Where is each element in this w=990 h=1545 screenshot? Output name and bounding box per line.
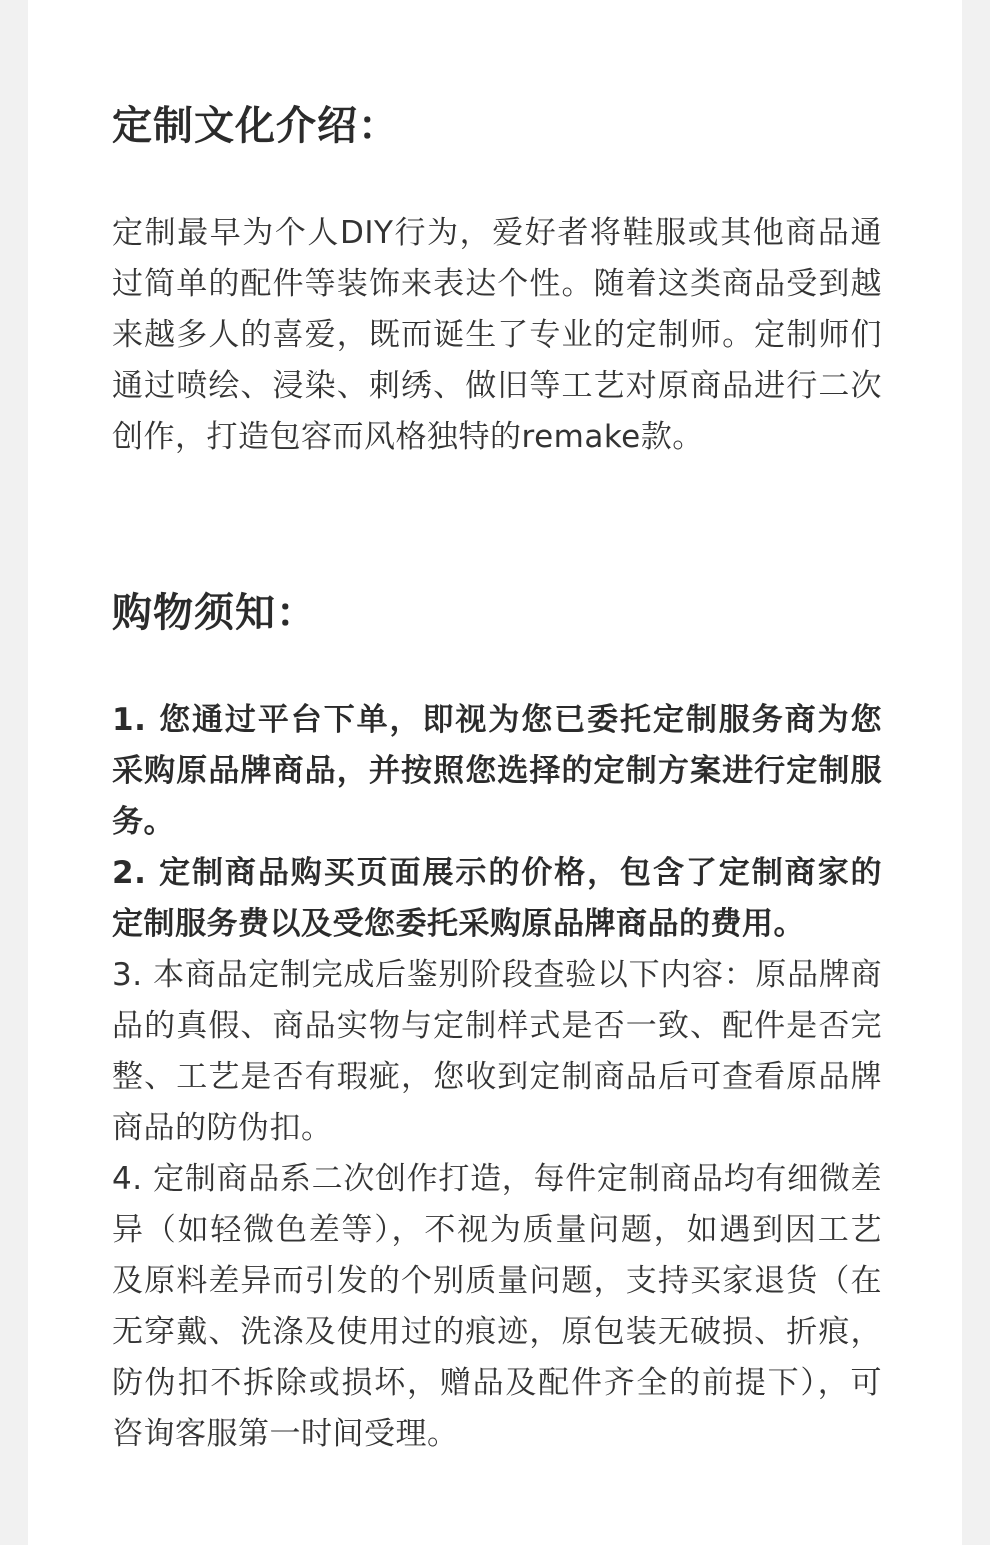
shopping-notice-list: [112, 695, 882, 1460]
culture-paragraph: 定制最早为个人DIY行为，爱好者将鞋服或其他商品通过简单的配件等装饰来表达个性。随着这类商品受到越来越多人的喜爱，既而诞生了专业的定制师。定制师们通过喷绘、浸染、刺绣、做旧等工艺对原商品进行二次创作，打造包容而风格独特的remake款。: [112, 215, 882, 455]
culture-section: [112, 96, 882, 463]
shopping-notice-section: [112, 583, 882, 1460]
document-page: [28, 0, 962, 1545]
culture-title: 定制文化介绍：: [112, 103, 399, 149]
notice-item-1: 1. 您通过平台下单，即视为您已委托定制服务商为您采购原品牌商品，并按照您选择的定制方案进行定制服务。: [112, 702, 882, 840]
notice-item-3: 3. 本商品定制完成后鉴别阶段查验以下内容：原品牌商品的真假、商品实物与定制样式是否一致、配件是否完整、工艺是否有瑕疵，您收到定制商品后可查看原品牌商品的防伪扣。: [112, 957, 882, 1146]
notice-item-4: 4. 定制商品系二次创作打造，每件定制商品均有细微差异（如轻微色差等），不视为质量问题，如遇到因工艺及原料差异而引发的个别质量问题，支持买家退货（在无穿戴、洗涤及使用过的痕迹，原包装无破损、折痕，防伪扣不拆除或损坏，赠品及配件齐全的前提下），可咨询客服第一时间受理。: [112, 1161, 882, 1452]
notice-item-2: 2. 定制商品购买页面展示的价格，包含了定制商家的定制服务费以及受您委托采购原品牌商品的费用。: [112, 855, 882, 942]
document-content: [112, 96, 882, 1460]
shopping-notice-title: 购物须知：: [112, 590, 317, 636]
